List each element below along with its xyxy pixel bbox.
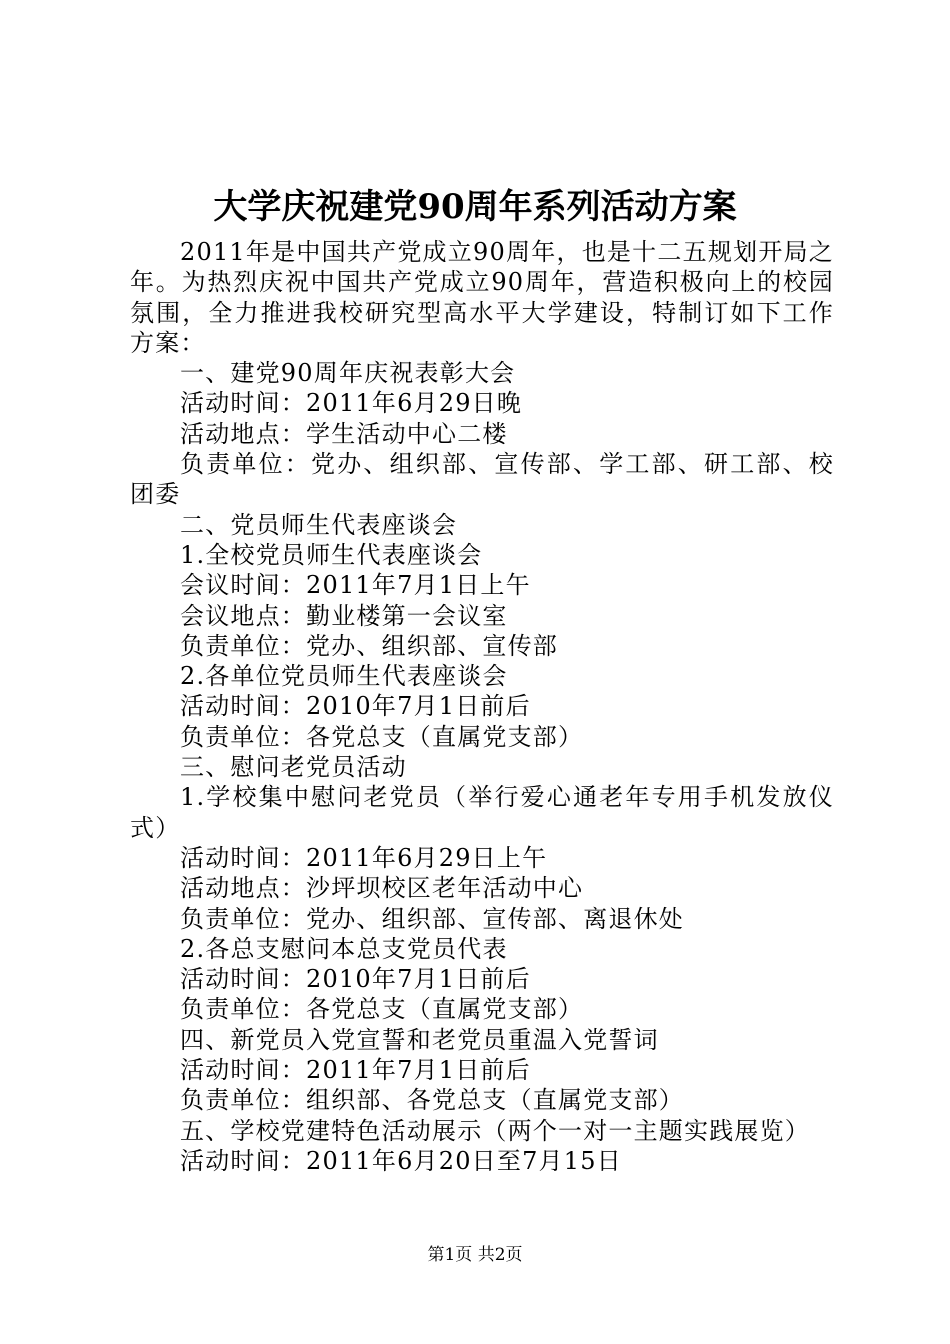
paragraph: 活动时间：2011年6月20日至7月15日 bbox=[180, 1146, 622, 1175]
paragraph: 负责单位：党办、组织部、宣传部、学工部、研工部、校团委 bbox=[130, 450, 834, 509]
paragraph: 二、党员师生代表座谈会 bbox=[180, 510, 458, 539]
paragraph: 负责单位：各党总支（直属党支部） bbox=[180, 722, 584, 751]
paragraph: 五、学校党建特色活动展示（两个一对一主题实践展览） bbox=[180, 1116, 810, 1145]
paragraph: 1.全校党员师生代表座谈会 bbox=[180, 540, 483, 569]
paragraph: 负责单位：党办、组织部、宣传部 bbox=[180, 631, 558, 660]
paragraph: 活动时间：2011年6月29日上午 bbox=[180, 843, 548, 872]
paragraph: 负责单位：党办、组织部、宣传部、离退休处 bbox=[180, 904, 684, 933]
paragraph: 负责单位：各党总支（直属党支部） bbox=[180, 995, 584, 1024]
paragraph: 2.各总支慰问本总支党员代表 bbox=[180, 934, 508, 963]
paragraph: 四、新党员入党宣誓和老党员重温入党誓词 bbox=[180, 1025, 659, 1054]
paragraph: 会议时间：2011年7月1日上午 bbox=[180, 571, 531, 600]
paragraph: 一、建党90周年庆祝表彰大会 bbox=[180, 359, 516, 388]
paragraph: 活动地点：沙坪坝校区老年活动中心 bbox=[180, 874, 584, 903]
paragraph: 活动时间：2011年7月1日前后 bbox=[180, 1056, 531, 1085]
paragraph: 2011年是中国共产党成立90周年，也是十二五规划开局之年。为热烈庆祝中国共产党成立90周年，营造积极向上的校园氛围，全力推进我校研究型高水平大学建设，特制订如下工作方案： bbox=[130, 238, 834, 357]
paragraph: 1.学校集中慰问老党员（举行爱心通老年专用手机发放仪式） bbox=[130, 783, 834, 842]
paragraph: 活动时间：2010年7月1日前后 bbox=[180, 965, 531, 994]
paragraph: 2.各单位党员师生代表座谈会 bbox=[180, 662, 508, 691]
paragraph: 负责单位：组织部、各党总支（直属党支部） bbox=[180, 1086, 684, 1115]
page-footer: 第1页 共2页 bbox=[427, 1245, 523, 1265]
document-title: 大学庆祝建党90周年系列活动方案 bbox=[213, 187, 737, 227]
paragraph: 会议地点：勤业楼第一会议室 bbox=[180, 601, 508, 630]
document-body bbox=[130, 237, 834, 1176]
paragraph: 活动时间：2011年6月29日晚 bbox=[180, 389, 523, 418]
paragraph: 三、慰问老党员活动 bbox=[180, 753, 407, 782]
paragraph: 活动地点：学生活动中心二楼 bbox=[180, 419, 508, 448]
paragraph: 活动时间：2010年7月1日前后 bbox=[180, 692, 531, 721]
